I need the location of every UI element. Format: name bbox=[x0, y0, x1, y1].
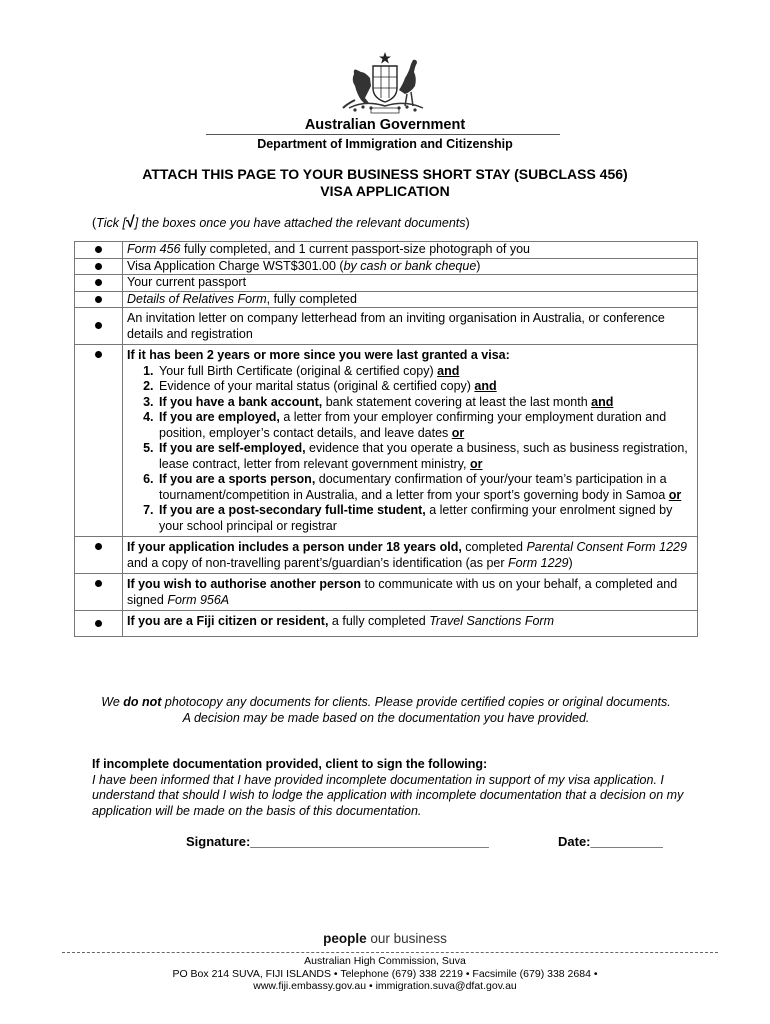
tick-note-rest: ] the boxes once you have attached the relevant documents bbox=[134, 216, 466, 230]
checklist-item-text: Details of Relatives Form, fully completed bbox=[123, 291, 698, 308]
check-mark-icon: √ bbox=[125, 214, 135, 231]
slogan: people our business bbox=[323, 931, 447, 946]
footer bbox=[0, 955, 770, 993]
footer-contact: PO Box 214 SUVA, FIJI ISLANDS • Telephone (679) 338 2219 • Facsimile (679) 338 2684 • bbox=[172, 967, 598, 980]
sub-requirements-list bbox=[127, 364, 693, 535]
checklist-row bbox=[75, 537, 698, 574]
page-heading bbox=[0, 166, 770, 200]
government-title: Australian Government bbox=[304, 117, 466, 133]
list-item: 4. If you are employed, a letter from your employer confirming your employment duration and position, employer’s contact details, and leave dates or bbox=[157, 410, 693, 441]
signature-field[interactable]: Signature:_________________________________ bbox=[186, 834, 489, 849]
checkbox-fiji-citizen[interactable] bbox=[75, 611, 123, 637]
bullet-icon bbox=[95, 322, 102, 329]
checklist-row bbox=[75, 345, 698, 537]
bullet-icon bbox=[95, 620, 102, 627]
checklist-item-text: Your current passport bbox=[123, 275, 698, 292]
checklist-row bbox=[75, 291, 698, 308]
incomplete-documentation-section bbox=[92, 757, 692, 819]
bullet-icon bbox=[95, 580, 102, 587]
checklist-row bbox=[75, 611, 698, 637]
checklist-item-text: If your application includes a person under 18 years old, completed Parental Consent Form 1229 and a copy of non-travelling parent’s/guardian’s identification (as per Form 1229) bbox=[123, 537, 698, 574]
bullet-icon bbox=[95, 246, 102, 253]
photocopy-disclaimer: We do not photocopy any documents for clients. Please provide certified copies or original documents. A decision may be made based on the documentation you have provided. bbox=[101, 695, 671, 725]
tick-note-open: ( bbox=[92, 216, 97, 230]
checklist-item-text: Visa Application Charge WST$301.00 (by cash or bank cheque) bbox=[123, 258, 698, 275]
checkbox-passport[interactable] bbox=[75, 275, 123, 292]
header-divider bbox=[206, 134, 560, 135]
footer-divider bbox=[62, 952, 718, 953]
bullet-icon bbox=[95, 263, 102, 270]
checklist-item-text: If you wish to authorise another person to communicate with us on your behalf, a completed and signed Form 956A bbox=[123, 574, 698, 611]
tick-note-close: ) bbox=[465, 216, 470, 230]
heading-line-2: VISA APPLICATION bbox=[320, 183, 450, 199]
bullet-icon bbox=[95, 543, 102, 550]
checklist-row bbox=[75, 308, 698, 345]
document-checklist bbox=[74, 241, 698, 637]
tick-note-bracket: [ bbox=[118, 216, 126, 230]
tick-note-tick: Tick bbox=[96, 216, 119, 230]
checkbox-authorise-person[interactable] bbox=[75, 574, 123, 611]
checkbox-invitation-letter[interactable] bbox=[75, 308, 123, 345]
checklist-row bbox=[75, 242, 698, 259]
heading-line-1: ATTACH THIS PAGE TO YOUR BUSINESS SHORT STAY (SUBCLASS 456) bbox=[142, 166, 628, 182]
checkbox-relatives-form[interactable] bbox=[75, 291, 123, 308]
checkbox-visa-charge[interactable] bbox=[75, 258, 123, 275]
list-item: 6. If you are a sports person, documentary confirmation of your/your team’s participation in a tournament/competition in Australia, and a letter from your sport’s governing body in Samoa or bbox=[157, 472, 693, 503]
list-item: 7. If you are a post-secondary full-time student, a letter confirming your enrolment signed by your school principal or registrar bbox=[157, 503, 693, 534]
bullet-icon bbox=[95, 279, 102, 286]
footer-web: www.fiji.embassy.gov.au • immigration.suva@dfat.gov.au bbox=[253, 980, 517, 992]
checklist-item-text: Form 456 fully completed, and 1 current passport-size photograph of you bbox=[123, 242, 698, 259]
checklist-row bbox=[75, 258, 698, 275]
checklist-item-text: If you are a Fiji citizen or resident, a fully completed Travel Sanctions Form bbox=[123, 611, 698, 637]
bullet-icon bbox=[95, 351, 102, 358]
footer-office: Australian High Commission, Suva bbox=[304, 955, 466, 967]
checklist-item-text: An invitation letter on company letterhead from an inviting organisation in Australia, or conference details and registration bbox=[123, 308, 698, 345]
checkbox-under-18[interactable] bbox=[75, 537, 123, 574]
list-item: 5. If you are self-employed, evidence that you operate a business, such as business registration, lease contract, letter from relevant government ministry, or bbox=[157, 441, 693, 472]
list-item: 3. If you have a bank account, bank statement covering at least the last month and bbox=[157, 395, 693, 411]
checkbox-form-456[interactable] bbox=[75, 242, 123, 259]
coat-of-arms-emblem bbox=[335, 50, 435, 116]
list-item: 2. Evidence of your marital status (original & certified copy) and bbox=[157, 379, 693, 395]
date-field[interactable]: Date:__________ bbox=[558, 834, 663, 849]
incomplete-statement: I have been informed that I have provided incomplete documentation in support of my visa application. I understand that should I wish to lodge the application with incomplete documentation that a decision on my application will be made on the basis of this documentation. bbox=[92, 772, 684, 818]
list-item: 1. Your full Birth Certificate (original & certified copy) and bbox=[157, 364, 693, 380]
checklist-row bbox=[75, 574, 698, 611]
bullet-icon bbox=[95, 296, 102, 303]
checkbox-2-years[interactable] bbox=[75, 345, 123, 537]
incomplete-label: If incomplete documentation provided, client to sign the following: bbox=[92, 757, 488, 771]
tick-instruction bbox=[92, 214, 470, 232]
checklist-item-text bbox=[123, 345, 698, 537]
checklist-row bbox=[75, 275, 698, 292]
department-name: Department of Immigration and Citizenship bbox=[257, 137, 513, 151]
condition-lead: If it has been 2 years or more since you were last granted a visa: bbox=[127, 348, 510, 362]
